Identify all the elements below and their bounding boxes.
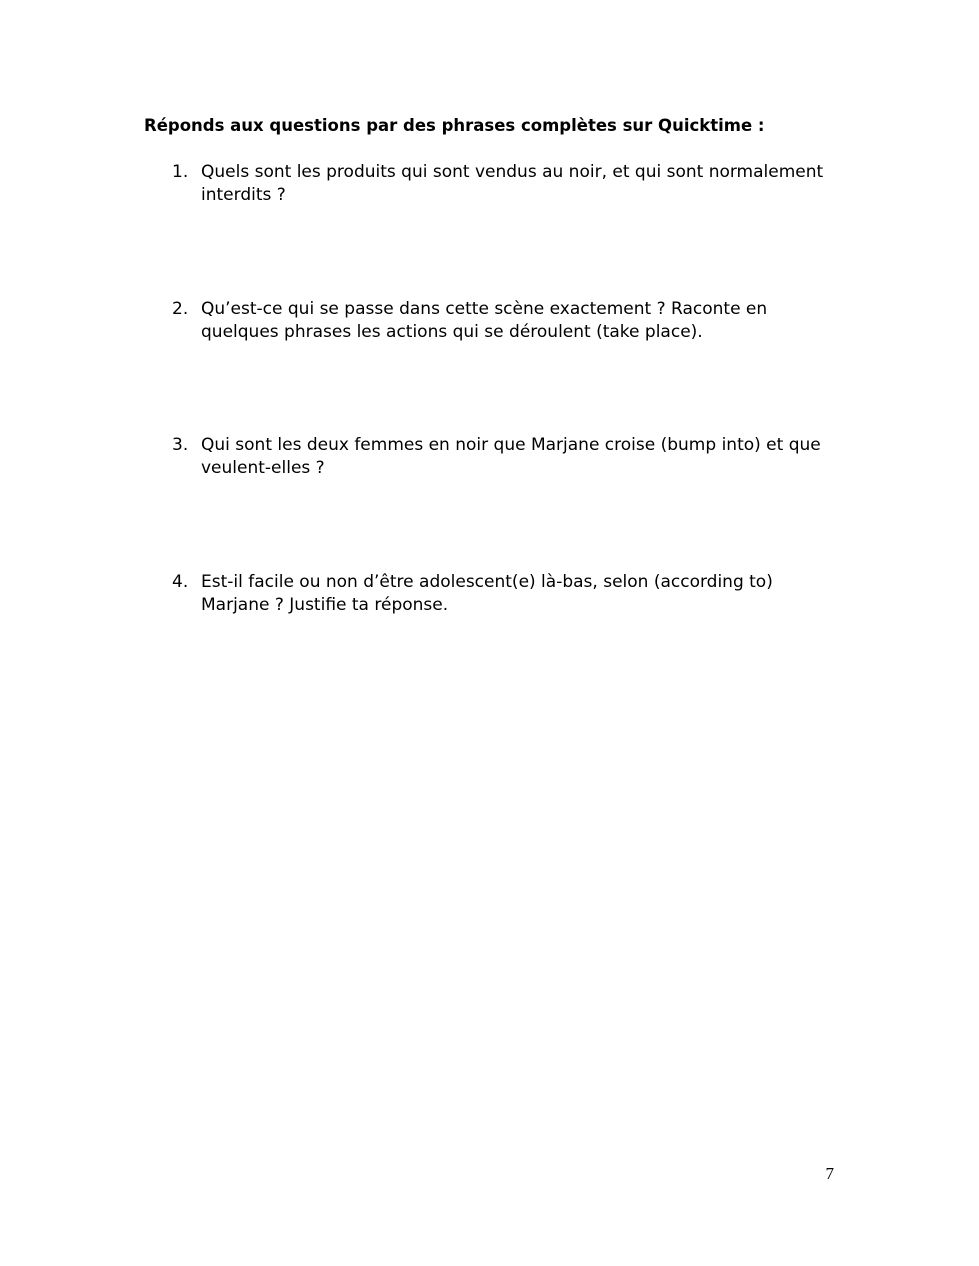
question-4 bbox=[172, 571, 832, 617]
page-number: 7 bbox=[825, 1164, 834, 1183]
question-text: Est-il facile ou non d’être adolescent(e) là-bas, selon (according to) Marjane ? Justifie ta réponse. bbox=[201, 572, 773, 615]
question-text: Qui sont les deux femmes en noir que Marjane croise (bump into) et que veulent-elles ? bbox=[201, 435, 821, 478]
question-number: 2. bbox=[172, 299, 189, 319]
question-text: Quels sont les produits qui sont vendus au noir, et qui sont normalement interdits ? bbox=[201, 162, 824, 205]
question-text: Qu’est-ce qui se passe dans cette scène exactement ? Raconte en quelques phrases les actions qui se déroulent (take place). bbox=[201, 299, 768, 342]
question-2 bbox=[172, 298, 832, 344]
question-number: 1. bbox=[172, 162, 189, 182]
question-number: 3. bbox=[172, 435, 189, 455]
question-3 bbox=[172, 434, 832, 480]
instructions-heading: Réponds aux questions par des phrases complètes sur Quicktime : bbox=[144, 116, 765, 135]
question-number: 4. bbox=[172, 572, 189, 592]
question-1 bbox=[172, 161, 832, 207]
